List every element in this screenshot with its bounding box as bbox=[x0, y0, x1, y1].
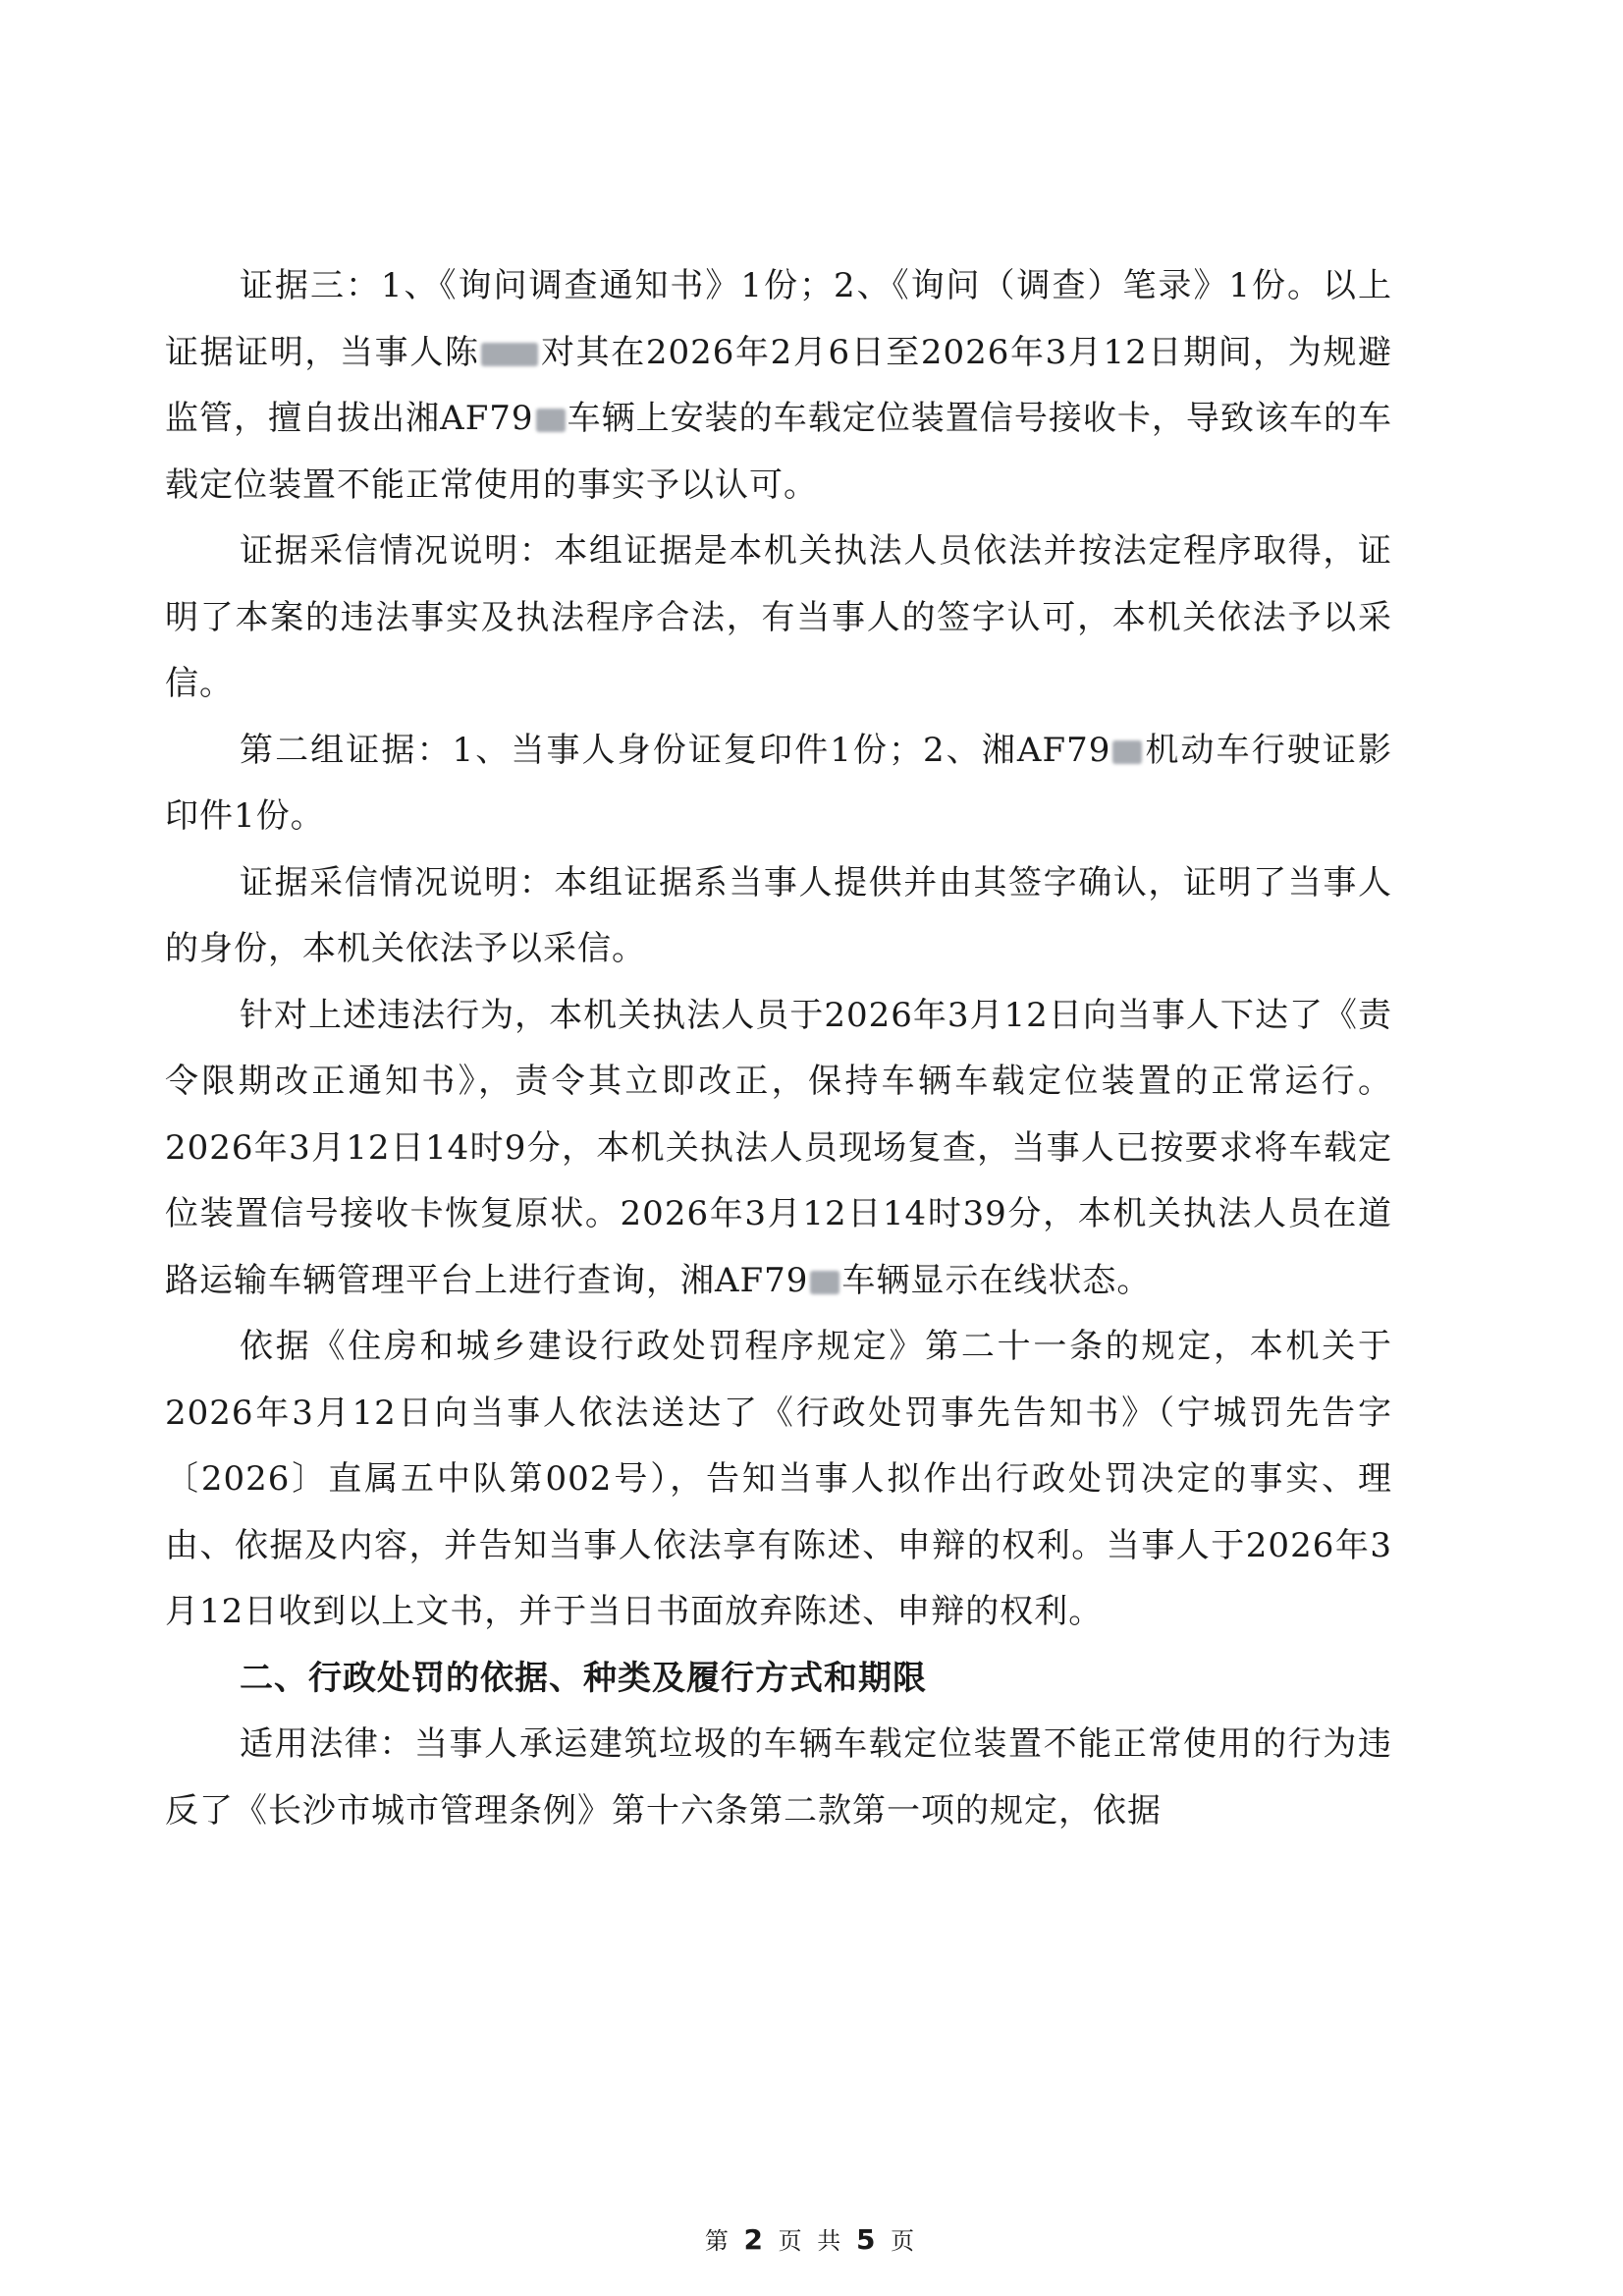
paragraph-evidence-adoption: 证据采信情况说明：本组证据是本机关执法人员依法并按法定程序取得，证明了本案的违法事实及执法程序合法，有当事人的签字认可，本机关依法予以采信。 bbox=[165, 531, 1392, 703]
text-segment: 机动车行驶证影印件1份。 bbox=[165, 730, 1392, 836]
text-segment: 对其在2026年2月6日至2026年3月12日期间，为规避监管，擅自拔出湘AF79 bbox=[165, 332, 1392, 438]
document-body bbox=[165, 253, 1392, 1844]
text-segment: 车辆上安装的车载定位装置信号接收卡，导致该车的车载定位装置不能正常使用的事实予以认可。 bbox=[165, 399, 1392, 505]
paragraph-applicable-law: 适用法律：当事人承运建筑垃圾的车辆车载定位装置不能正常使用的行为违反了《长沙市城市管理条例》第十六条第二款第一项的规定，依据 bbox=[165, 1724, 1392, 1831]
page-footer bbox=[0, 2221, 1623, 2256]
total-page-number: 5 bbox=[855, 2223, 880, 2256]
redaction-mark bbox=[810, 1271, 839, 1294]
text-segment: 第二组证据：1、当事人身份证复印件1份；2、湘AF79 bbox=[240, 730, 1111, 770]
redaction-mark bbox=[1112, 740, 1142, 764]
text-segment: 针对上述违法行为，本机关执法人员于2026年3月12日向当事人下达了《责令限期改正通知书》，责令其立即改正，保持车辆车载定位装置的正常运行。2026年3月12日14时9分，本机关执法人员现场复查，当事人已按要求将车载定位装置信号接收卡恢复原状。2026年3月12日14时39分，本机关执法人员在道路运输车辆管理平台上进行查询，湘AF79 bbox=[165, 995, 1392, 1300]
paragraph-evidence-adoption: 证据采信情况说明：本组证据系当事人提供并由其签字确认，证明了当事人的身份，本机关依法予以采信。 bbox=[165, 862, 1392, 968]
redaction-mark bbox=[481, 343, 538, 366]
paragraph-prior-notice: 依据《住房和城乡建设行政处罚程序规定》第二十一条的规定，本机关于2026年3月12日向当事人依法送达了《行政处罚事先告知书》（宁城罚先告字〔2026〕直属五中队第002号），告知当事人拟作出行政处罚决定的事实、理由、依据及内容，并告知当事人依法享有陈述、申辩的权利。当事人于2026年3月12日收到以上文书，并于当日书面放弃陈述、申辩的权利。 bbox=[165, 1327, 1392, 1631]
paragraph-evidence-three bbox=[165, 253, 1392, 519]
footer-middle: 页 共 bbox=[778, 2227, 845, 2255]
paragraph-evidence-group-two bbox=[165, 718, 1392, 850]
text-segment: 车辆显示在线状态。 bbox=[841, 1260, 1152, 1300]
footer-suffix: 页 bbox=[891, 2227, 919, 2255]
redaction-mark bbox=[536, 409, 566, 432]
text-segment: 证据三：1、《询问调查通知书》1份；2、《询问（调查）笔录》1份。以上证据证明，当事人陈 bbox=[165, 266, 1392, 372]
section-heading: 二、行政处罚的依据、种类及履行方式和期限 bbox=[240, 1658, 927, 1698]
footer-prefix: 第 bbox=[704, 2227, 732, 2255]
current-page-number: 2 bbox=[743, 2223, 768, 2256]
paragraph-rectification bbox=[165, 983, 1392, 1315]
